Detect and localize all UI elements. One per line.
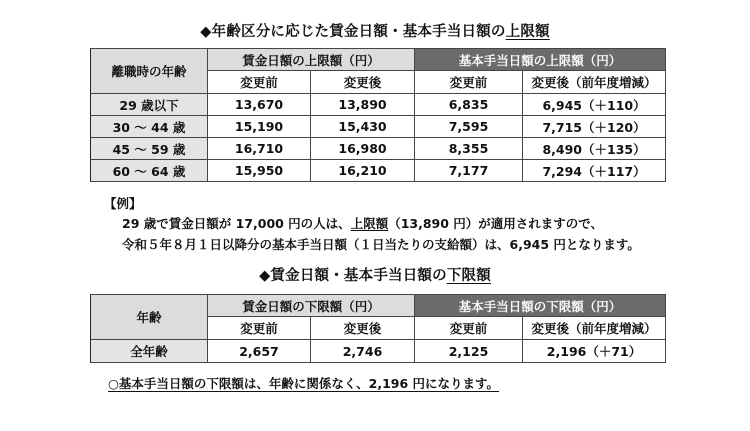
upper-limit-table	[90, 48, 666, 182]
benefit-after-cell: 7,294（＋117）	[523, 160, 666, 182]
lower-sub-wage-before: 変更前	[208, 317, 311, 340]
table-row	[91, 94, 666, 116]
wage-before-cell: 2,657	[208, 340, 311, 363]
age-cell: 30 〜 44 歳	[91, 116, 208, 138]
wage-after-cell: 13,890	[311, 94, 415, 116]
age-cell: 45 〜 59 歳	[91, 138, 208, 160]
benefit-after-cell: 2,196（＋71）	[523, 340, 666, 363]
lower-sub-benefit-before: 変更前	[415, 317, 523, 340]
lower-limit-note: ○基本手当日額の下限額は、年齢に関係なく、2,196 円になります。	[108, 376, 500, 391]
age-cell: 60 〜 64 歳	[91, 160, 208, 182]
wage-before-cell: 13,670	[208, 94, 311, 116]
wage-after-cell: 15,430	[311, 116, 415, 138]
lower-header-benefit: 基本手当日額の下限額（円）	[415, 295, 666, 317]
table-row	[91, 116, 666, 138]
upper-sub-benefit-before: 変更前	[415, 71, 523, 94]
upper-header-benefit: 基本手当日額の上限額（円）	[415, 49, 666, 71]
wage-after-cell: 16,210	[311, 160, 415, 182]
upper-title-underlined: 上限額	[505, 24, 550, 40]
benefit-before-cell: 7,177	[415, 160, 523, 182]
upper-title	[0, 20, 750, 41]
benefit-before-cell: 8,355	[415, 138, 523, 160]
upper-sub-benefit-after: 変更後（前年度増減）	[523, 71, 666, 94]
example-line-1-underlined: 上限額	[350, 216, 389, 231]
table-row	[91, 138, 666, 160]
lower-header-age: 年齢	[91, 295, 208, 340]
benefit-before-cell: 6,835	[415, 94, 523, 116]
lower-title-prefix: ◆賃金日額・基本手当日額の	[259, 268, 447, 284]
benefit-after-cell: 6,945（＋110）	[523, 94, 666, 116]
example-line-2: 令和５年８月１日以降分の基本手当日額（１日当たりの支給額）は、6,945 円となります。	[122, 237, 640, 252]
lower-header-wage: 賃金日額の下限額（円）	[208, 295, 415, 317]
age-cell: 29 歳以下	[91, 94, 208, 116]
wage-before-cell: 15,950	[208, 160, 311, 182]
wage-before-cell: 15,190	[208, 116, 311, 138]
example-line-1-b: （13,890 円）が適用されますので、	[388, 216, 604, 231]
example-line-1-a: 29 歳で賃金日額が 17,000 円の人は、	[122, 216, 351, 231]
upper-title-prefix: ◆年齢区分に応じた賃金日額・基本手当日額の	[200, 24, 506, 40]
benefit-before-cell: 2,125	[415, 340, 523, 363]
upper-header-age: 離職時の年齢	[91, 49, 208, 94]
lower-title-underlined: 下限額	[446, 268, 491, 284]
example-line-1	[122, 214, 603, 232]
wage-before-cell: 16,710	[208, 138, 311, 160]
benefit-after-cell: 8,490（＋135）	[523, 138, 666, 160]
benefit-after-cell: 7,715（＋120）	[523, 116, 666, 138]
lower-sub-wage-after: 変更後	[311, 317, 415, 340]
example-label: 【例】	[104, 196, 142, 211]
lower-sub-benefit-after: 変更後（前年度増減）	[523, 317, 666, 340]
upper-sub-wage-before: 変更前	[208, 71, 311, 94]
upper-sub-wage-after: 変更後	[311, 71, 415, 94]
wage-after-cell: 16,980	[311, 138, 415, 160]
table-row	[91, 160, 666, 182]
table-row	[91, 340, 666, 363]
benefit-before-cell: 7,595	[415, 116, 523, 138]
lower-limit-table	[90, 294, 666, 363]
wage-after-cell: 2,746	[311, 340, 415, 363]
upper-header-wage: 賃金日額の上限額（円）	[208, 49, 415, 71]
age-cell: 全年齢	[91, 340, 208, 363]
lower-title	[0, 264, 750, 285]
